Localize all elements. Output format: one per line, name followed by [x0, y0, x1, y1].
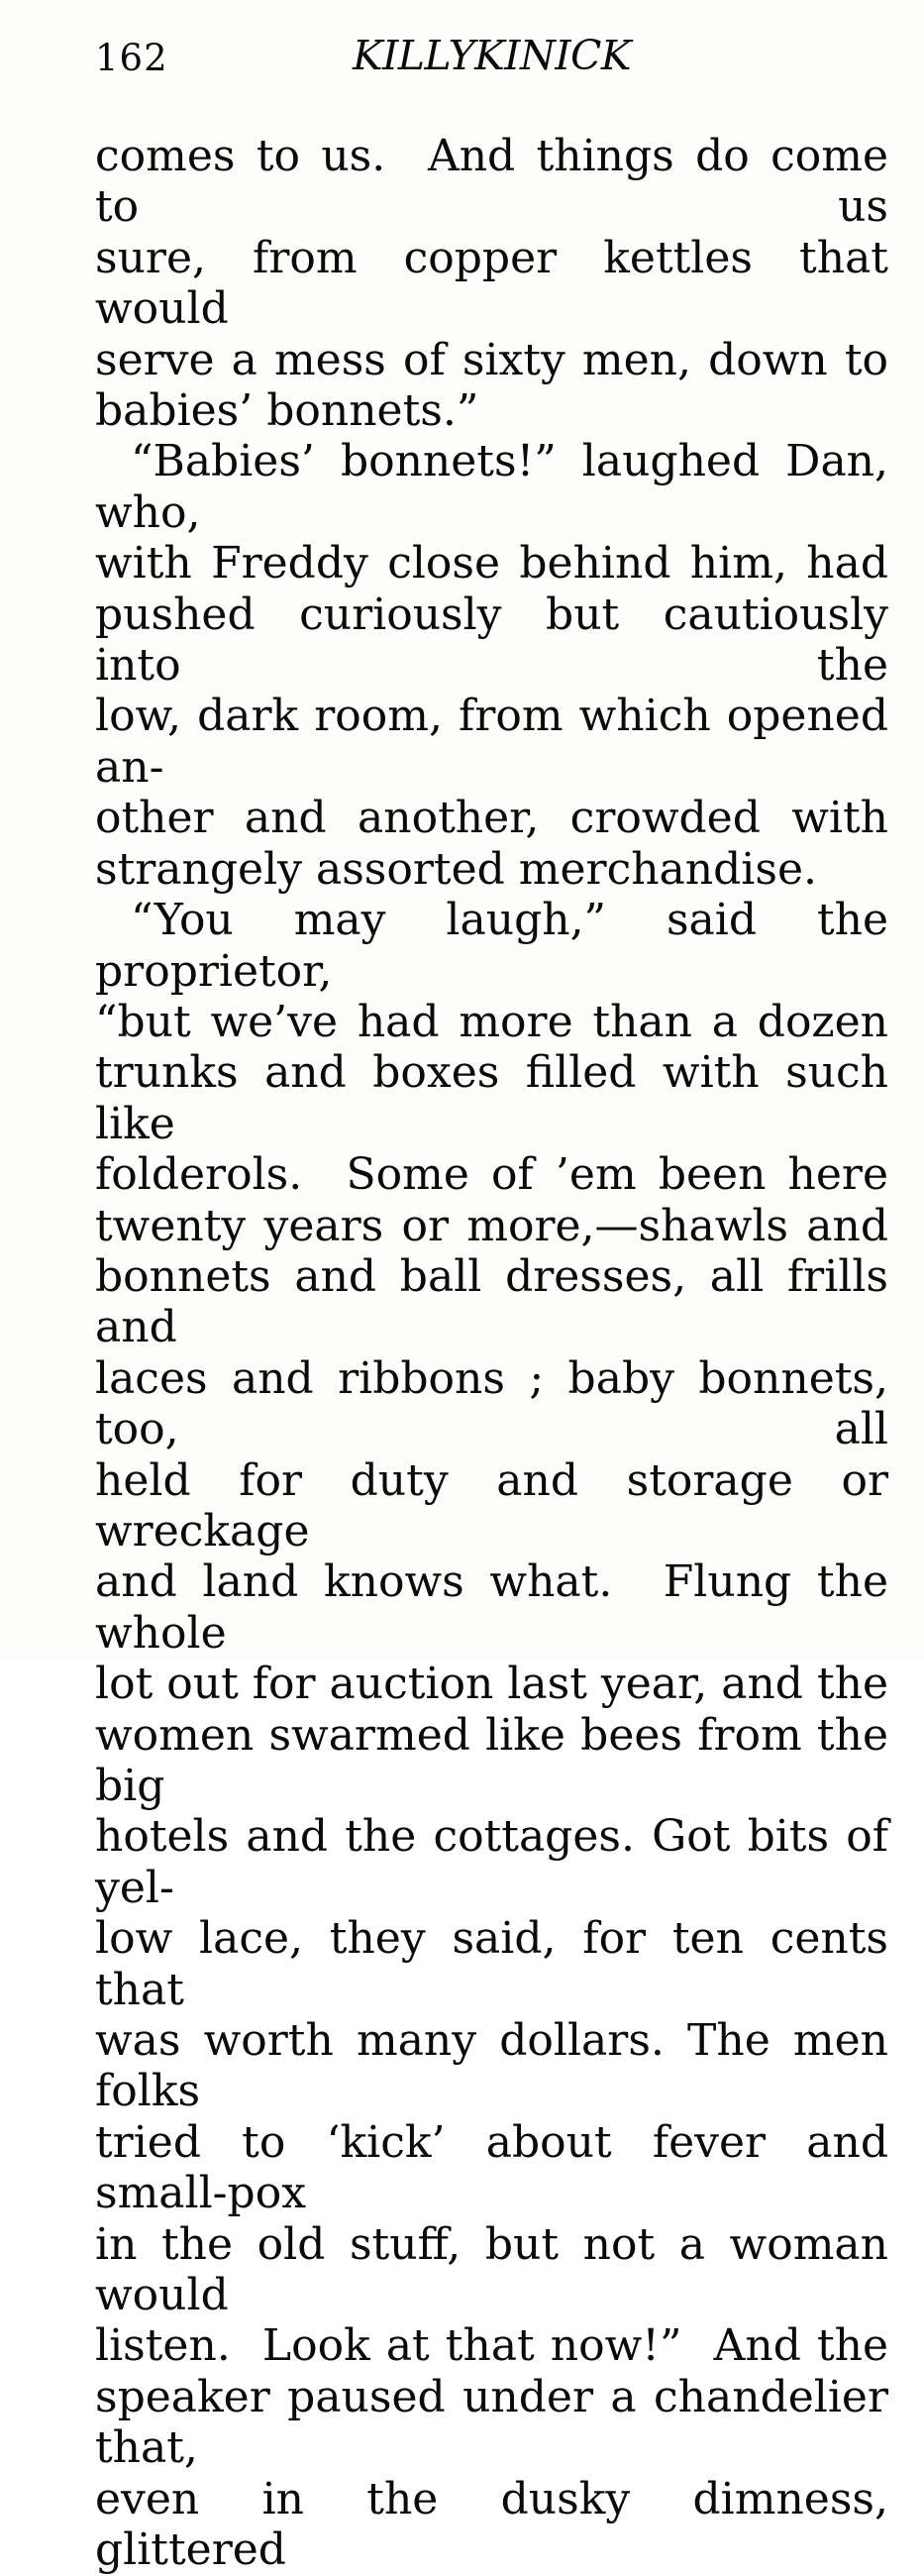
- paragraph: [95, 895, 888, 2575]
- text-line: other and another, crowded with: [95, 793, 888, 844]
- text-line: trunks and boxes filled with such like: [95, 1047, 888, 1149]
- text-line: and land knows what. Flung the whole: [95, 1556, 888, 1659]
- text-line: twenty years or more,—shawls and: [95, 1200, 888, 1251]
- text-line: speaker paused under a chandelier that,: [95, 2371, 888, 2474]
- text-line: held for duty and storage or wreckage: [95, 1454, 888, 1556]
- paragraph: [95, 436, 888, 895]
- text-line: with Freddy close behind him, had: [95, 538, 888, 590]
- text-line: low, dark room, from which opened an-: [95, 691, 888, 793]
- text-line: laces and ribbons ; baby bonnets, too, all: [95, 1352, 888, 1455]
- text-line: was worth many dollars. The men folks: [95, 2015, 888, 2117]
- text-line: tried to ‘kick’ about fever and small-pox: [95, 2116, 888, 2219]
- text-line: pushed curiously but cautiously into the: [95, 589, 888, 692]
- text-line: in the old stuff, but not a woman would: [95, 2218, 888, 2321]
- running-title: KILLYKINICK: [352, 32, 632, 79]
- page-number: 162: [95, 37, 168, 79]
- text-line: bonnets and ball dresses, all frills and: [95, 1250, 888, 1353]
- text-line: low lace, they said, for ten cents that: [95, 1913, 888, 2015]
- page-header: [95, 32, 888, 81]
- text-line: listen. Look at that now!” And the: [95, 2320, 888, 2372]
- text-line: “but we’ve had more than a dozen: [95, 996, 888, 1047]
- text-line: serve a mess of sixty men, down to: [95, 334, 888, 385]
- text-line: lot out for auction last year, and the: [95, 1659, 888, 1710]
- text-line: women swarmed like bees from the big: [95, 1709, 888, 1811]
- text-line: strangely assorted merchandise.: [95, 843, 817, 895]
- text-line: sure, from copper kettles that would: [95, 232, 888, 335]
- text-line: folderols. Some of ’em been here: [95, 1149, 888, 1201]
- text-line: hotels and the cottages. Got bits of yel-: [95, 1811, 888, 1913]
- text-line: comes to us. And things do come to us: [95, 131, 888, 233]
- text-line: babies’ bonnets.”: [95, 385, 479, 437]
- paragraph: [95, 131, 888, 436]
- text-line: “Babies’ bonnets!” laughed Dan, who,: [95, 436, 888, 538]
- text-line: “You may laugh,” said the proprietor,: [95, 895, 888, 997]
- text-line: even in the dusky dimness, glittered: [95, 2473, 888, 2576]
- page-text: [95, 131, 888, 2576]
